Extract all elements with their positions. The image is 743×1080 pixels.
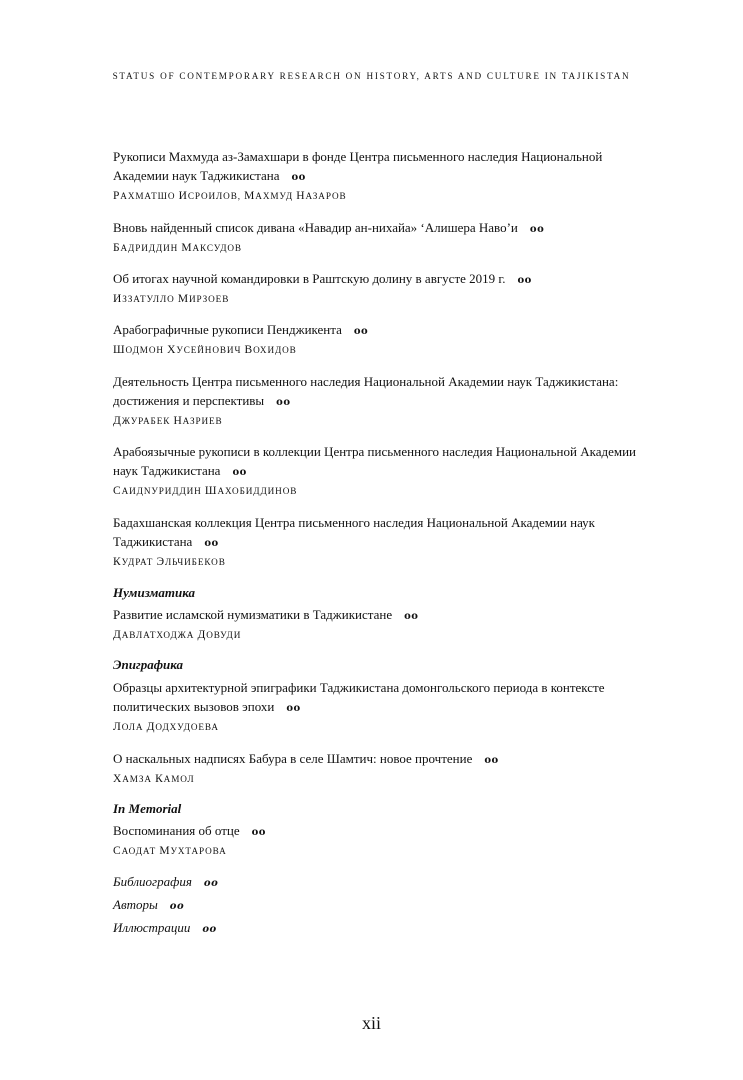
- entry-title-line: Об итогах научной командировки в Раштскую долину в августе 2019 г. oo: [113, 271, 532, 286]
- entry-title-line: О наскальных надписях Бабура в селе Шамтич: новое прочтение oo: [113, 751, 499, 766]
- entry-page-number: oo: [529, 224, 545, 235]
- entry-author: БАДРИДДИН МАКСУДОВ: [113, 242, 242, 254]
- back-matter-bibliography: Библиография oo: [113, 874, 219, 889]
- entry-title-line: Таджикистана oo: [113, 534, 219, 549]
- entry-page-number: oo: [276, 397, 291, 408]
- entry-title-line: достижения и перспективы oo: [113, 393, 291, 408]
- toc-entry: [113, 218, 633, 254]
- entry-title-line: Арабографичные рукописи Пенджикента oo: [113, 322, 369, 337]
- entry-author: ЛОЛА ДОДХУДОЕВА: [113, 721, 219, 733]
- toc-entry: [113, 513, 633, 568]
- entry-title-line: Образцы архитектурной эпиграфики Таджикистана домонгольского периода в контексте: [113, 680, 605, 695]
- entry-author: САОДАТ МУХТАРОВА: [113, 845, 227, 857]
- toc-entry: [113, 442, 636, 497]
- entry-title-line: Бадахшанская коллекция Центра письменного наследия Национальной Академии наук: [113, 515, 596, 530]
- back-matter-illustrations: Иллюстрации oo: [113, 920, 217, 935]
- entry-title-line: Развитие исламской нумизматики в Таджикистане oo: [113, 607, 419, 622]
- toc-entry: [113, 749, 633, 785]
- entry-title-line: Академии наук Таджикистана oo: [113, 168, 306, 183]
- section-heading: Нумизматика: [113, 585, 195, 600]
- entry-author: ХАМЗА КАМОЛ: [113, 773, 195, 785]
- toc-entry: [113, 147, 633, 202]
- entry-page-number: oo: [286, 703, 301, 714]
- entry-author: ДЖУРАБЕК НАЗРИЕВ: [113, 415, 223, 427]
- entry-author: ДАВЛАТХОДЖА ДОВУДИ: [113, 629, 242, 641]
- entry-page-number: oo: [517, 275, 532, 286]
- entry-page-number: oo: [353, 326, 369, 337]
- running-head: STATUS OF CONTEMPORARY RESEARCH ON HISTORY, ARTS AND CULTURE IN TAJIKISTAN: [112, 71, 631, 81]
- entry-title-line: Арабоязычные рукописи в коллекции Центра письменного наследия Национальной Академии: [113, 444, 636, 459]
- entry-title-line: наук Таджикистана oo: [113, 463, 247, 478]
- back-matter-page-number: oo: [203, 878, 219, 889]
- entry-author: САИДNУРИДДИН ШАХОБИДДИНОВ: [113, 485, 298, 497]
- toc-entry: [113, 605, 633, 641]
- back-matter-authors: Авторы oo: [113, 897, 185, 912]
- page-number: xii: [361, 1013, 381, 1033]
- entry-author: ИЗЗАТУЛЛО МИРЗОЕВ: [113, 293, 230, 305]
- entry-page-number: oo: [251, 827, 266, 838]
- toc-entry: [113, 372, 633, 427]
- toc-entry: [113, 320, 633, 356]
- entry-page-number: oo: [291, 172, 306, 183]
- toc-entry: [113, 821, 633, 857]
- entry-page-number: oo: [484, 755, 499, 766]
- section-heading: Эпиграфика: [113, 657, 184, 672]
- entry-title-line: Вновь найденный список дивана «Навадир ан-нихайа» ‘Алишера Наво’и oo: [113, 220, 545, 235]
- entry-page-number: oo: [232, 467, 247, 478]
- entry-author: РАХМАТШО ИСРОИЛОВ, МАХМУД НАЗАРОВ: [113, 190, 347, 202]
- entry-author: КУДРАТ ЭЛЬЧИБЕКОВ: [113, 556, 226, 568]
- toc-entry: [113, 269, 633, 305]
- entry-title-line: политических вызовов эпохи oo: [113, 699, 301, 714]
- section-heading: In Memorial: [113, 801, 182, 816]
- back-matter-page-number: oo: [202, 924, 217, 935]
- entry-page-number: oo: [204, 538, 219, 549]
- toc-entry: [113, 678, 633, 733]
- entry-author: ШОДМОН ХУСЕЙНОВИЧ ВОХИДОВ: [113, 344, 297, 356]
- entry-title-line: Рукописи Махмуда аз-Замахшари в фонде Центра письменного наследия Национальной: [113, 149, 603, 164]
- entry-title-line: Деятельность Центра письменного наследия Национальной Академии наук Таджикистана:: [113, 374, 619, 389]
- back-matter-page-number: oo: [169, 901, 185, 912]
- entry-title-line: Воспоминания об отце oo: [113, 823, 266, 838]
- entry-page-number: oo: [404, 611, 419, 622]
